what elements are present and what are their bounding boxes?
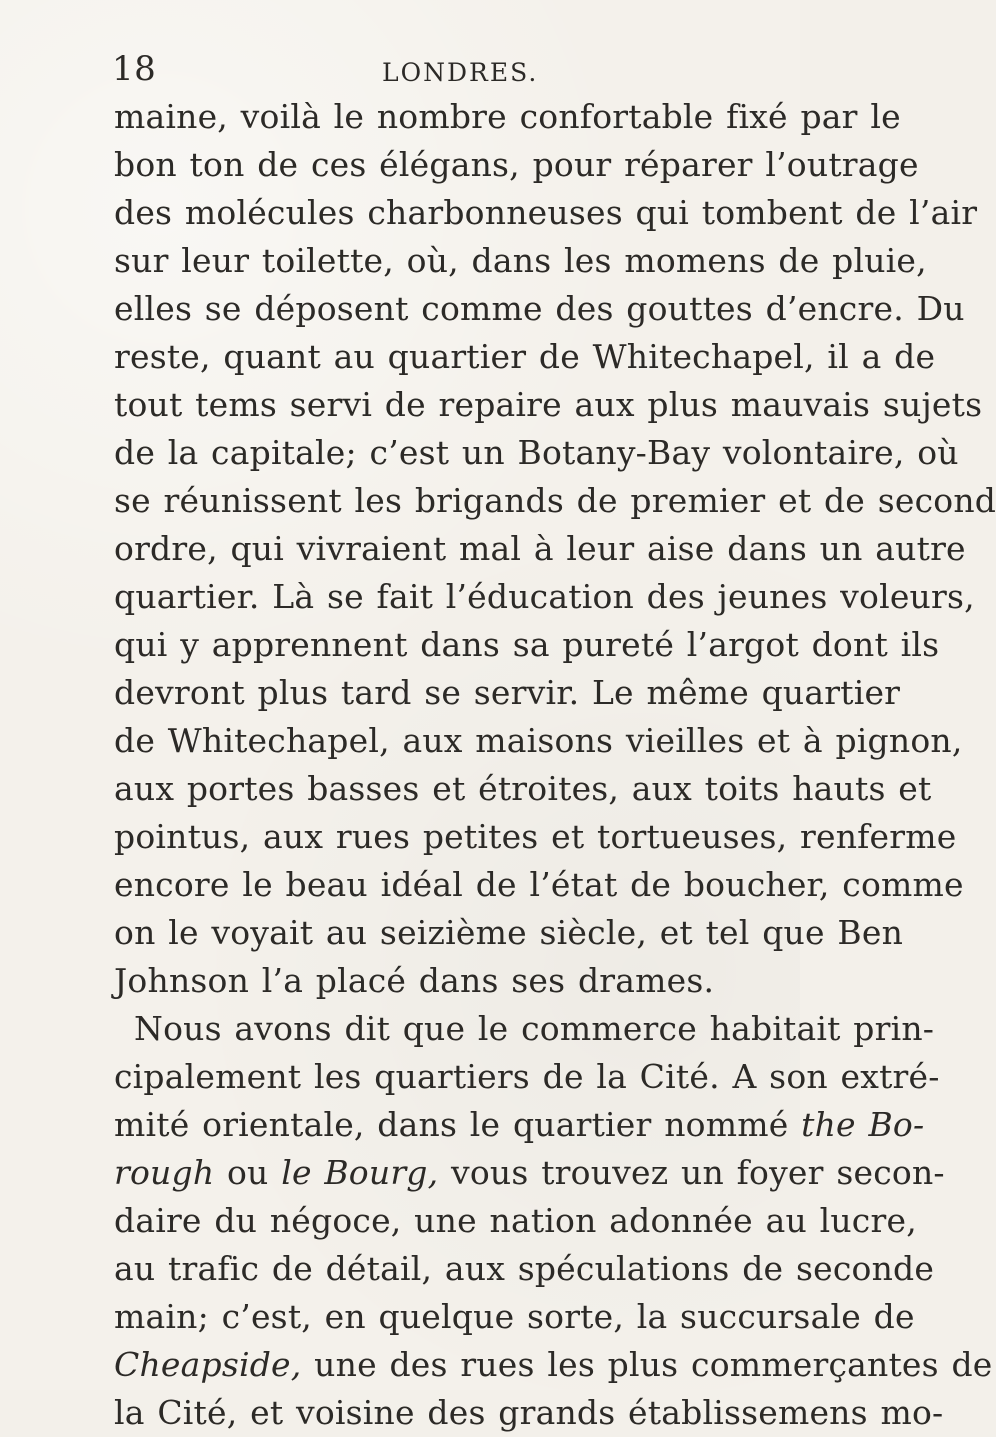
text-line: cipalement les quartiers de la Cité. A son extré- <box>114 1057 940 1096</box>
text-line-with-italic-place-name <box>114 1149 945 1197</box>
text-line: des molécules charbonneuses qui tombent de l’air <box>114 193 978 232</box>
italic-place-name: le Bourg, <box>281 1153 439 1192</box>
text-segment: vous trouvez un foyer secon- <box>438 1153 945 1192</box>
text-line: qui y apprennent dans sa pureté l’argot dont ils <box>114 625 940 664</box>
text-line: elles se déposent comme des gouttes d’encre. Du <box>114 289 965 328</box>
text-line: on le voyait au seizième siècle, et tel que Ben <box>114 913 904 952</box>
paragraph-start-line: Nous avons dit que le commerce habitait prin- <box>134 1009 935 1048</box>
running-title: LONDRES. <box>382 58 539 87</box>
page-header <box>0 49 800 92</box>
text-line: aux portes basses et étroites, aux toits hauts et <box>114 769 932 808</box>
text-segment: ou <box>214 1153 282 1192</box>
text-line-with-italic-place-name <box>114 1101 925 1149</box>
text-line: de la capitale; c’est un Botany-Bay volontaire, où <box>114 433 959 472</box>
text-line: ordre, qui vivraient mal à leur aise dans un autre <box>114 529 966 568</box>
text-segment: une des rues les plus commerçantes de <box>301 1345 993 1384</box>
text-line: bon ton de ces élégans, pour réparer l’outrage <box>114 145 919 184</box>
text-line: reste, quant au quartier de Whitechapel, il a de <box>114 337 936 376</box>
text-line: encore le beau idéal de l’état de boucher, comme <box>114 865 964 904</box>
page-number: 18 <box>112 49 157 89</box>
italic-place-name: the Bo- <box>801 1105 925 1144</box>
italic-place-name: Cheapside, <box>114 1345 302 1384</box>
text-line: pointus, aux rues petites et tortueuses, renferme <box>114 817 957 856</box>
italic-place-name: rough <box>114 1153 215 1192</box>
text-line: Johnson l’a placé dans ses drames. <box>114 961 715 1000</box>
text-segment: mité orientale, dans le quartier nommé <box>114 1105 802 1144</box>
text-line: daire du négoce, une nation adonnée au lucre, <box>114 1201 917 1240</box>
text-line: devront plus tard se servir. Le même quartier <box>114 673 901 712</box>
text-line-with-italic-place-name <box>114 1341 993 1389</box>
text-line: main; c’est, en quelque sorte, la succursale de <box>114 1297 915 1336</box>
text-line: quartier. Là se fait l’éducation des jeunes voleurs, <box>114 577 975 616</box>
text-line: se réunissent les brigands de premier et de second <box>114 481 996 520</box>
text-line: au trafic de détail, aux spéculations de seconde <box>114 1249 935 1288</box>
text-line: maine, voilà le nombre confortable fixé par le <box>114 97 901 136</box>
text-line: de Whitechapel, aux maisons vieilles et à pignon, <box>114 721 963 760</box>
text-line: tout tems servi de repaire aux plus mauvais sujets <box>114 385 983 424</box>
body-text <box>114 93 996 1432</box>
text-line: la Cité, et voisine des grands établissemens mo- <box>114 1393 944 1432</box>
text-line: sur leur toilette, où, dans les momens de pluie, <box>114 241 927 280</box>
